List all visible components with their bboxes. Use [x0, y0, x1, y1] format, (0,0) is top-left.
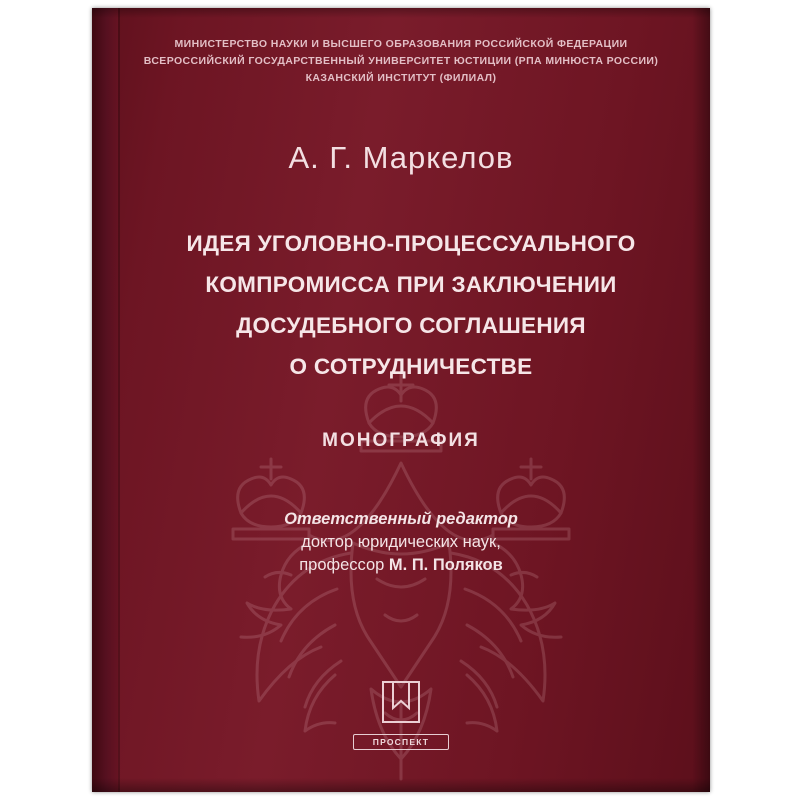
- editor-rank: профессор: [299, 556, 389, 574]
- cover-spine: [92, 8, 118, 792]
- institution-header: [92, 36, 710, 87]
- cover-top-shading: [92, 8, 710, 18]
- book-cover: [92, 8, 710, 792]
- editor-rank-and-name: [92, 554, 710, 577]
- book-title: [152, 223, 670, 387]
- title-line-2: КОМПРОМИССА ПРИ ЗАКЛЮЧЕНИИ: [205, 272, 617, 297]
- editor-name: М. П. Поляков: [388, 556, 503, 574]
- institution-line-2: ВСЕРОССИЙСКИЙ ГОСУДАРСТВЕННЫЙ УНИВЕРСИТЕТ ЮСТИЦИИ (РПА МИНЮСТА РОССИИ): [143, 55, 659, 67]
- author-name: А. Г. Маркелов: [288, 140, 514, 175]
- title-line-3: ДОСУДЕБНОГО СОГЛАШЕНИЯ: [236, 313, 586, 338]
- cover-right-shading: [692, 8, 710, 792]
- institution-line-3: КАЗАНСКИЙ ИНСТИТУТ (ФИЛИАЛ): [305, 72, 497, 84]
- publication-kind: МОНОГРАФИЯ: [322, 430, 480, 451]
- publisher-logo: [353, 680, 449, 750]
- editor-degree: доктор юридических наук,: [301, 533, 501, 551]
- cover-spine-line: [118, 8, 120, 792]
- title-line-4: О СОТРУДНИЧЕСТВЕ: [289, 354, 533, 379]
- title-line-1: ИДЕЯ УГОЛОВНО-ПРОЦЕССУАЛЬНОГО: [186, 231, 636, 256]
- editor-block: [92, 508, 710, 577]
- publisher-name: ПРОСПЕКТ: [353, 734, 449, 750]
- book-logo-icon: [380, 680, 422, 724]
- institution-line-1: МИНИСТЕРСТВО НАУКИ И ВЫСШЕГО ОБРАЗОВАНИЯ РОССИЙСКОЙ ФЕДЕРАЦИИ: [174, 38, 628, 50]
- cover-bottom-shading: [92, 778, 710, 792]
- editor-role: Ответственный редактор: [284, 510, 518, 528]
